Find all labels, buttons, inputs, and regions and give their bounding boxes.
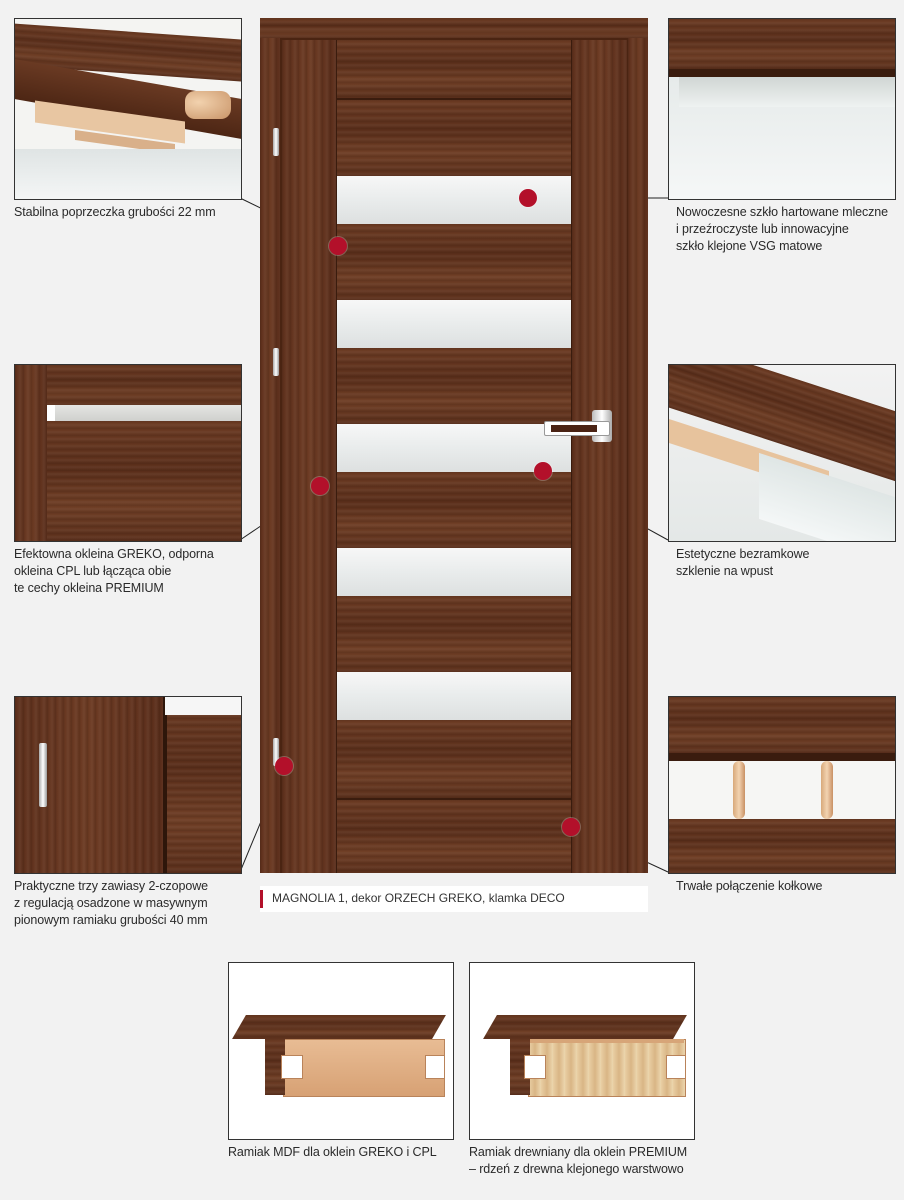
door-rail-bottom: [337, 800, 571, 873]
door-rail: [337, 472, 571, 548]
callout-dot-dowel: [562, 818, 580, 836]
caption-frame-mdf: Ramiak MDF dla oklein GREKO i CPL: [228, 1145, 437, 1159]
detail-glass-photo: [668, 18, 896, 200]
frame-wood-photo: [469, 962, 695, 1140]
door-stile-right: [571, 40, 627, 873]
door-frame-top: [260, 18, 648, 38]
door-stile-left: [282, 40, 337, 873]
door-rail: [337, 596, 571, 672]
callout-dot-hinges: [275, 757, 293, 775]
door-rail: [337, 348, 571, 424]
hinge-icon: [273, 128, 279, 156]
product-caption-box: [260, 886, 648, 912]
door-glass-pane: [337, 300, 571, 348]
caption-glass: Nowoczesne szkło hartowane mleczne i przeźroczyste lub innowacyjne szkło klejone VSG matowe: [676, 205, 888, 253]
door-glass-pane: [337, 548, 571, 596]
door-rail: [337, 100, 571, 176]
detail-crossbar-photo: [14, 18, 242, 200]
caption-accent-bar: [260, 890, 263, 908]
door-handle: [544, 421, 610, 436]
door-rail: [337, 720, 571, 800]
detail-glazing-photo: [668, 364, 896, 542]
callout-dot-glass: [519, 189, 537, 207]
callout-dot-crossbar: [329, 237, 347, 255]
caption-glazing: Estetyczne bezramkowe szklenie na wpust: [676, 547, 810, 578]
frame-mdf-photo: [228, 962, 454, 1140]
caption-dowel: Trwałe połączenie kołkowe: [676, 879, 823, 893]
hinge-icon: [273, 348, 279, 376]
caption-frame-wood: Ramiak drewniany dla oklein PREMIUM – rdzeń z drewna klejonego warstwowo: [469, 1145, 688, 1176]
caption-crossbar: Stabilna poprzeczka grubości 22 mm: [14, 205, 216, 219]
caption-veneer: Efektowna okleina GREKO, odporna okleina CPL lub łącząca obie te cechy okleina PREMIUM: [14, 547, 214, 595]
door-rail: [337, 224, 571, 300]
caption-hinges: Praktyczne trzy zawiasy 2-czopowe z regulacją osadzone w masywnym pionowym ramiaku grubości 40 mm: [14, 879, 208, 927]
callout-dot-glazing: [534, 462, 552, 480]
door-glass-pane: [337, 672, 571, 720]
product-caption: MAGNOLIA 1, dekor ORZECH GREKO, klamka DECO: [272, 891, 565, 905]
door-frame-right: [628, 18, 648, 873]
detail-hinge-photo: [14, 696, 242, 874]
hinge-icon: [39, 743, 47, 807]
door-rail-top: [337, 40, 571, 100]
callout-dot-veneer: [311, 477, 329, 495]
detail-veneer-photo: [14, 364, 242, 542]
detail-dowel-photo: [668, 696, 896, 874]
door: [260, 18, 648, 873]
